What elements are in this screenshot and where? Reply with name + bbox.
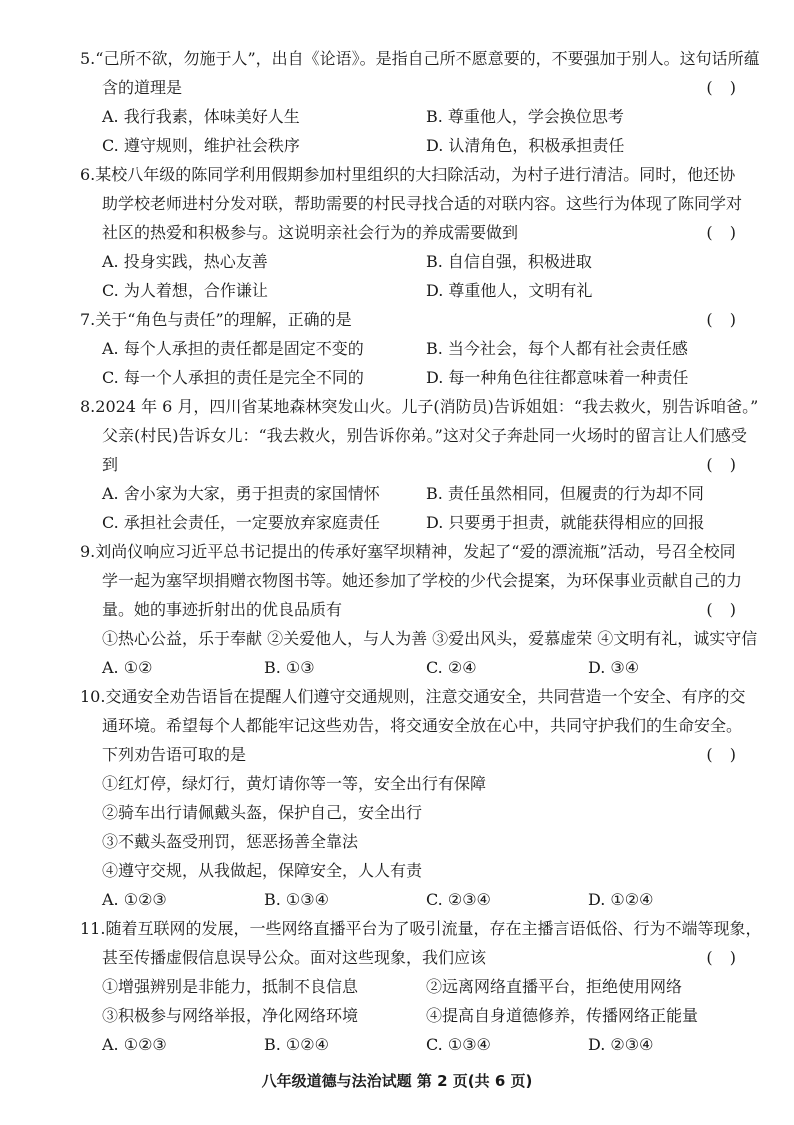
q8-options-row1 <box>80 479 750 508</box>
q9-stem-3-text: 量。她的事迹折射出的优良品质有 <box>102 600 343 619</box>
q8-stem-2: 父亲(村民)告诉女儿：“我去救火，别告诉你弟。”这对父子奔赴同一火场时的留言让人们感受 <box>102 426 747 445</box>
q7-stem-1 <box>80 305 750 334</box>
q11-option-d: D. ②③④ <box>588 1035 654 1054</box>
q11-option-c: C. ①③④ <box>426 1035 491 1054</box>
q8-option-a: A. 舍小家为大家，勇于担责的家国情怀 <box>102 484 380 503</box>
q9-items: ①热心公益，乐于奉献 ②关爱他人，与人为善 ③爱出风头，爱慕虚荣 ④文明有礼，诚实守信 <box>102 629 758 648</box>
q5-stem-1: 5.“己所不欲，勿施于人”，出自《论语》。是指自己所不愿意要的，不要强加于别人。这句话所蕴 <box>80 49 760 68</box>
q7-options-row1 <box>80 334 750 363</box>
q10-item-3: ③不戴头盔受刑罚，惩恶扬善全靠法 <box>102 832 359 851</box>
q7-option-b: B. 当今社会，每个人都有社会责任感 <box>426 339 688 358</box>
q6-option-d: D. 尊重他人，文明有礼 <box>426 281 593 300</box>
q11-option-b: B. ①②④ <box>264 1035 329 1054</box>
q9-option-a: A. ①② <box>102 658 153 677</box>
q11-item-4: ④提高自身道德修养，传播网络正能量 <box>426 1006 699 1025</box>
q11-stem-1: 11.随着互联网的发展，一些网络直播平台为了吸引流量，存在主播言语低俗、行为不端等现象， <box>80 919 762 938</box>
q6-option-a: A. 投身实践，热心友善 <box>102 252 268 271</box>
questions <box>80 44 762 1059</box>
page-footer: 八年级道德与法治试题 第 2 页(共 6 页) <box>261 1072 533 1090</box>
q10-stem-1: 10.交通安全劝告语旨在提醒人们遵守交通规则，注意交通安全，共同营造一个安全、有序的交 <box>80 687 746 706</box>
q5-option-a: A. 我行我素，体味美好人生 <box>102 107 300 126</box>
q7-answer-bracket: ( ) <box>706 310 742 329</box>
q6-answer-bracket: ( ) <box>706 223 742 242</box>
q10-item-1: ①红灯停，绿灯行，黄灯请你等一等，安全出行有保障 <box>102 774 487 793</box>
q7-stem-1-text: 7.关于“角色与责任”的理解，正确的是 <box>80 310 352 329</box>
q6-options-row1 <box>80 247 750 276</box>
q8-stem-1: 8.2024 年 6 月，四川省某地森林突发山火。儿子(消防员)告诉姐姐：“我去救火，别告诉咱爸。” <box>80 397 759 416</box>
q10-item-4: ④遵守交规，从我做起，保障安全，人人有责 <box>102 861 423 880</box>
q5-answer-bracket: ( ) <box>706 78 742 97</box>
q10-answer-bracket: ( ) <box>706 745 742 764</box>
q5-options-row1 <box>80 102 750 131</box>
q10-item-2: ②骑车出行请佩戴头盔，保护自己，安全出行 <box>102 803 423 822</box>
q9-stem-3 <box>80 595 750 624</box>
q9-answer-bracket: ( ) <box>706 600 742 619</box>
q9-option-d: D. ③④ <box>588 658 640 677</box>
q5-options-row2 <box>80 131 750 160</box>
q7-options-row2 <box>80 363 750 392</box>
q6-stem-1: 6.某校八年级的陈同学利用假期参加村里组织的大扫除活动，为村子进行清洁。同时，他还协 <box>80 165 736 184</box>
q9-option-b: B. ①③ <box>264 658 315 677</box>
q6-options-row2 <box>80 276 750 305</box>
q9-stem-1: 9.刘尚仪响应习近平总书记提出的传承好塞罕坝精神，发起了“爱的漂流瓶”活动，号召全校同 <box>80 542 736 561</box>
q6-option-b: B. 自信自强，积极进取 <box>426 252 592 271</box>
q10-options <box>80 885 750 914</box>
q5-option-b: B. 尊重他人，学会换位思考 <box>426 107 624 126</box>
q8-option-b: B. 责任虽然相同，但履责的行为却不同 <box>426 484 704 503</box>
q11-stem-2-text: 甚至传播虚假信息误导公众。面对这些现象，我们应该 <box>102 948 487 967</box>
q9-option-c: C. ②④ <box>426 658 477 677</box>
q8-stem-3-text: 到 <box>102 455 119 474</box>
q7-option-c: C. 每一个人承担的责任是完全不同的 <box>102 368 364 387</box>
q5-stem-2-text: 含的道理是 <box>102 78 183 97</box>
q8-option-d: D. 只要勇于担责，就能获得相应的回报 <box>426 513 705 532</box>
q6-option-c: C. 为人着想，合作谦让 <box>102 281 268 300</box>
q6-stem-3-text: 社区的热爱和积极参与。这说明亲社会行为的养成需要做到 <box>102 223 519 242</box>
q11-items-row1 <box>80 972 750 1001</box>
q11-option-a: A. ①②③ <box>102 1035 167 1054</box>
q7-option-d: D. 每一种角色往往都意味着一种责任 <box>426 368 689 387</box>
q8-options-row2 <box>80 508 750 537</box>
q11-items-row2 <box>80 1001 750 1030</box>
q10-stem-3-text: 下列劝告语可取的是 <box>102 745 247 764</box>
q8-answer-bracket: ( ) <box>706 455 742 474</box>
q10-option-c: C. ②③④ <box>426 890 491 909</box>
q5-stem-2 <box>80 73 750 102</box>
q11-options <box>80 1030 750 1059</box>
q9-options <box>80 653 750 682</box>
q11-item-3: ③积极参与网络举报，净化网络环境 <box>102 1006 359 1025</box>
q5-option-d: D. 认清角色，积极承担责任 <box>426 136 625 155</box>
q9-stem-2: 学一起为塞罕坝捐赠衣物图书等。她还参加了学校的少代会提案，为环保事业贡献自己的力 <box>102 571 743 590</box>
q8-stem-3 <box>80 450 750 479</box>
q10-option-b: B. ①③④ <box>264 890 329 909</box>
q6-stem-3 <box>80 218 750 247</box>
q10-option-d: D. ①②④ <box>588 890 654 909</box>
q11-stem-2 <box>80 943 750 972</box>
q10-stem-2: 通环境。希望每个人都能牢记这些劝告，将交通安全放在心中，共同守护我们的生命安全。 <box>102 716 743 735</box>
q7-option-a: A. 每个人承担的责任都是固定不变的 <box>102 339 364 358</box>
q10-stem-3 <box>80 740 750 769</box>
q11-item-1: ①增强辨别是非能力，抵制不良信息 <box>102 977 359 996</box>
q11-answer-bracket: ( ) <box>706 948 742 967</box>
q5-option-c: C. 遵守规则，维护社会秩序 <box>102 136 300 155</box>
q10-option-a: A. ①②③ <box>102 890 167 909</box>
q8-option-c: C. 承担社会责任，一定要放弃家庭责任 <box>102 513 380 532</box>
q11-item-2: ②远离网络直播平台，拒绝使用网络 <box>426 977 683 996</box>
q6-stem-2: 助学校老师进村分发对联，帮助需要的村民寻找合适的对联内容。这些行为体现了陈同学对 <box>102 194 743 213</box>
